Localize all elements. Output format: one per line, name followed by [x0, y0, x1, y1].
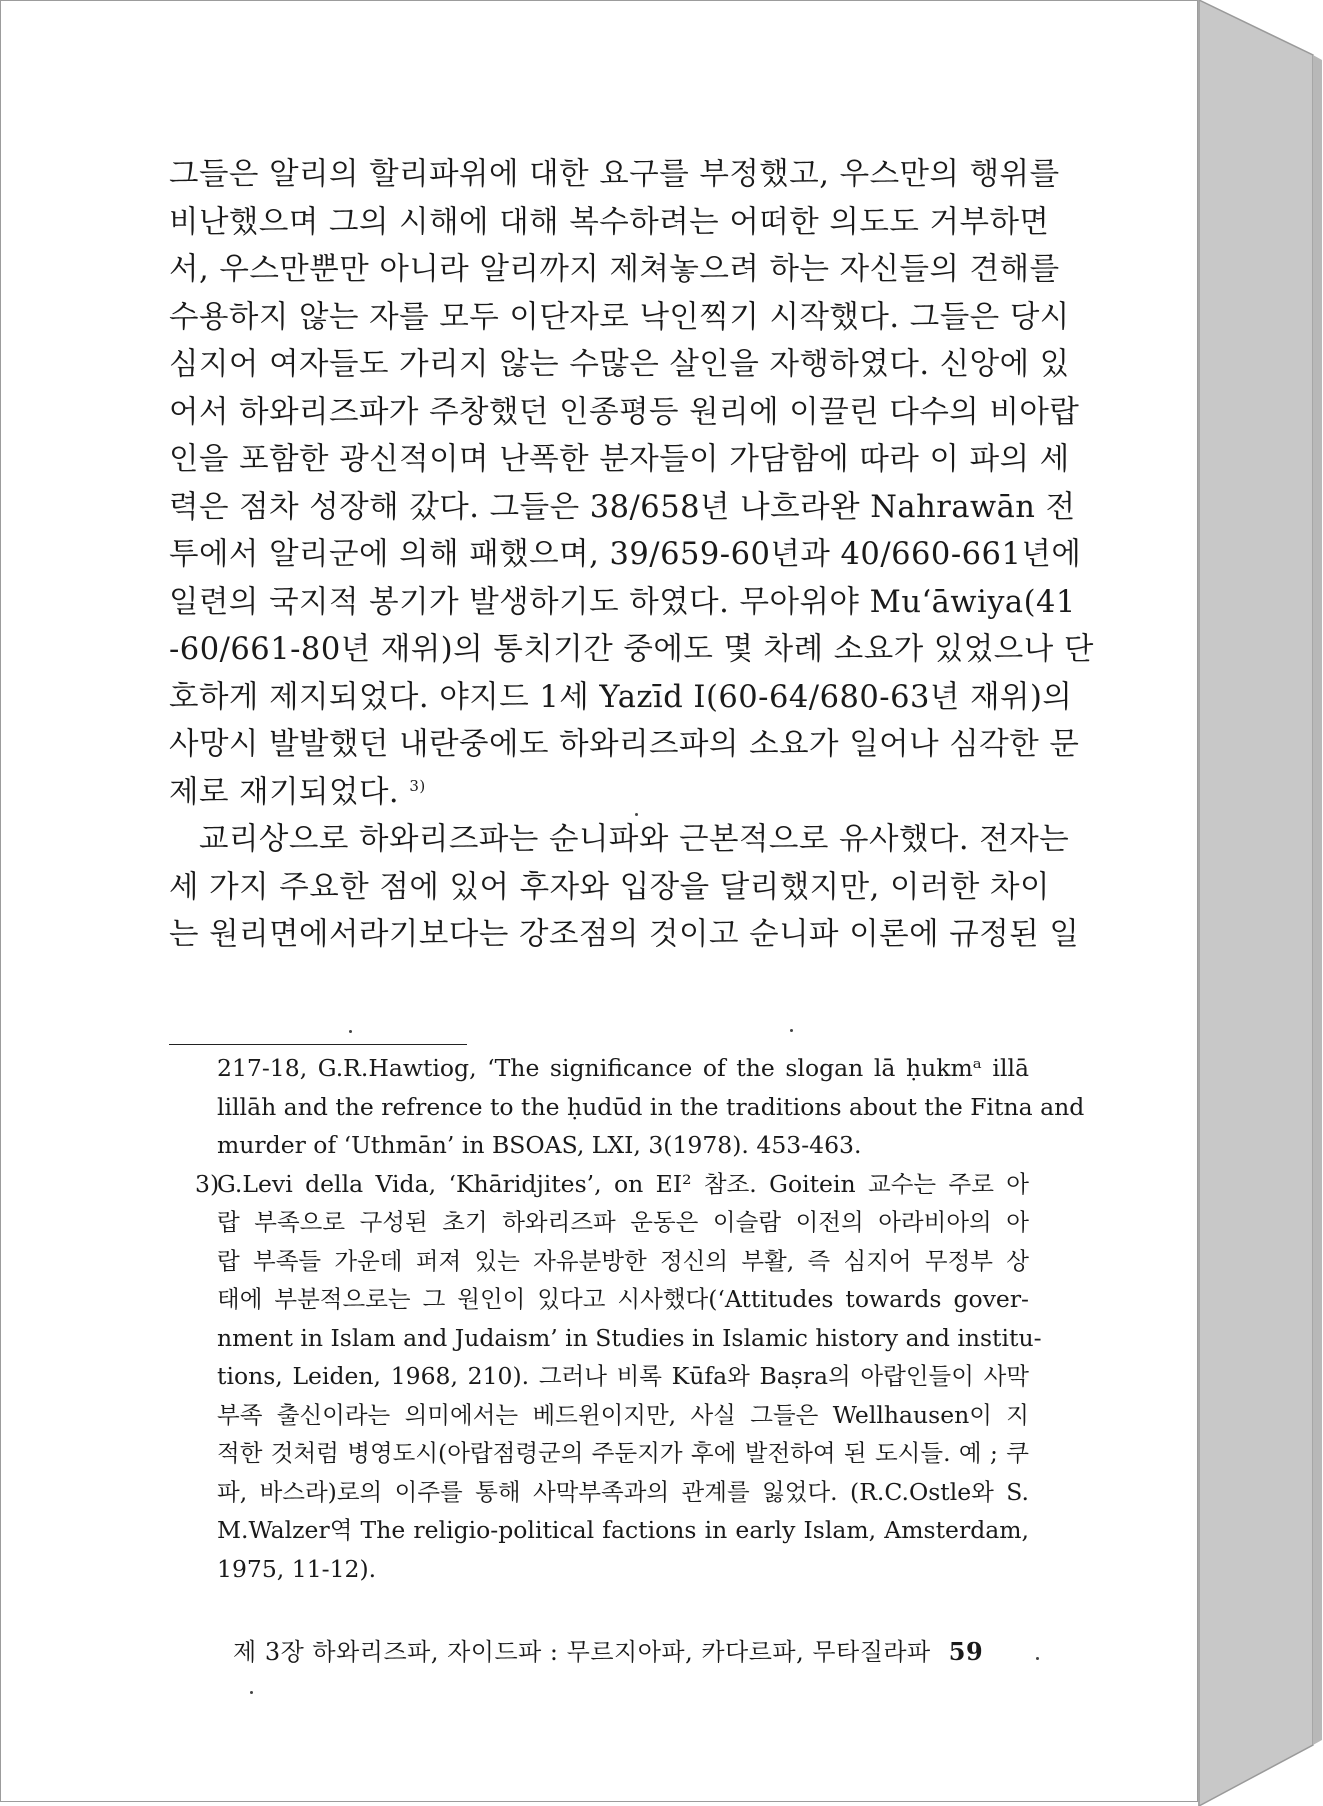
book-spine	[1198, 0, 1323, 1806]
text-line: 서, 우스만뿐만 아니라 알리까지 제쳐놓으려 하는 자신들의 견해를	[169, 252, 1060, 287]
text-line: 심지어 여자들도 가리지 않는 수많은 살인을 자행하였다. 신앙에 있	[169, 347, 1070, 382]
footnote-line: 랍 부족들 가운데 퍼져 있는 자유분방한 정신의 부활, 즉 심지어 무정부 상	[217, 1246, 1029, 1275]
footnote-reference[interactable]: 3)	[409, 776, 426, 795]
footnote-line: 태에 부분적으로는 그 원인이 있다고 시사했다(‘Attitudes towards gover-	[217, 1285, 1029, 1313]
text-line: 사망시 발발했던 내란중에도 하와리즈파의 소요가 일어나 심각한 문	[169, 727, 1080, 762]
text-line: 인을 포함한 광신적이며 난폭한 분자들이 가담함에 따라 이 파의 세	[169, 442, 1070, 477]
footnotes	[169, 1049, 1085, 1588]
footnote-line: nment in Islam and Judaism’ in Studies in Islamic history and institu-	[217, 1323, 1042, 1352]
footnote-line: M.Walzer역 The religio-political factions in early Islam, Amsterdam,	[217, 1516, 1029, 1544]
footnote-line: lillāh and the refrence to the ḥudūd in the traditions about the Fitna and	[217, 1092, 1085, 1121]
footnote-line: 217-18, G.R.Hawtiog, ‘The significance of the slogan lā ḥukmᵃ illā	[217, 1054, 1029, 1082]
footnote-continued	[169, 1049, 1085, 1165]
text-line: 어서 하와리즈파가 주창했던 인종평등 원리에 이끌린 다수의 비아랍	[169, 394, 1080, 430]
footnote-line: murder of ‘Uthmān’ in BSOAS, LXI, 3(1978). 453-463.	[217, 1131, 862, 1159]
footnote-line: 랍 부족으로 구성된 초기 하와리즈파 운동은 이슬람 이전의 아라비아의 아	[217, 1208, 1029, 1236]
footnote-line: G.Levi della Vida, ‘Khāridjites’, on EI² 참조. Goitein 교수는 주로 아	[217, 1169, 1029, 1198]
text-line: 호하게 제지되었다. 야지드 1세 Yazīd Ⅰ(60-64/680-63년 재위)의	[169, 679, 1073, 715]
text-line: 투에서 알리군에 의해 패했으며, 39/659-60년과 40/660-661년에	[169, 537, 1082, 572]
text-line: -60/661-80년 재위)의 통치기간 중에도 몇 차례 소요가 있었으나 단	[169, 632, 1094, 667]
text-line: 비난했으며 그의 시해에 대해 복수하려는 어떠한 의도도 거부하면	[169, 204, 1050, 240]
text-line: 그들은 알리의 할리파위에 대한 요구를 부정했고, 우스만의 행위를	[169, 157, 1060, 192]
scan-speck	[1036, 1657, 1039, 1660]
footnote-line: 부족 출신이라는 의미에서는 베드윈이지만, 사실 그들은 Wellhausen이 지	[217, 1400, 1029, 1429]
footnote-line: 파, 바스라)로의 이주를 통해 사막부족과의 관계를 잃었다. (R.C.Ostle와 S.	[217, 1477, 1029, 1506]
scan-speck	[250, 1691, 253, 1694]
text-line-last	[169, 769, 1029, 817]
page-number: 59	[948, 1637, 984, 1666]
chapter-title: 제 3장 하와리즈파, 자이드파 : 무르지아파, 카다르파, 무타질라파	[233, 1638, 931, 1666]
paragraph-2-line: 교리상으로 하와리즈파는 순니파와 근본적으로 유사했다. 전자는	[199, 822, 1070, 857]
main-text	[169, 151, 1094, 959]
paragraph-2-line: 세 가지 주요한 점에 있어 후자와 입장을 달리했지만, 이러한 차이	[169, 869, 1050, 905]
footnote-divider	[169, 1044, 467, 1045]
scan-speck	[790, 1029, 793, 1032]
scan-speck	[349, 1030, 352, 1033]
scan-speck	[635, 813, 638, 816]
footnote-line: 적한 것처럼 병영도시(아랍점령군의 주둔지가 후에 발전하여 된 도시들. 예 ; 쿠	[217, 1439, 1029, 1467]
footnote-number: 3)	[195, 1169, 220, 1198]
text-line: 수용하지 않는 자를 모두 이단자로 낙인찍기 시작했다. 그들은 당시	[169, 299, 1070, 335]
footnote-line: 1975, 11-12).	[217, 1554, 377, 1583]
text-line-last-body: 제로 재기되었다.	[169, 774, 400, 810]
text-line: 일련의 국지적 봉기가 발생하기도 하였다. 무아위야 Mu‘āwiya(41	[169, 584, 1076, 620]
spine-shape	[1198, 0, 1323, 1806]
paragraph-2-line: 는 원리면에서라기보다는 강조점의 것이고 순니파 이론에 규정된 일	[169, 917, 1080, 952]
footnote-3	[169, 1165, 1042, 1589]
text-line: 력은 점차 성장해 갔다. 그들은 38/658년 나흐라완 Nahrawān 전	[169, 489, 1076, 525]
running-footer	[233, 1632, 983, 1667]
footnote-line: tions, Leiden, 1968, 210). 그러나 비록 Kūfa와 Baṣra의 아랍인들이 사막	[217, 1362, 1029, 1390]
